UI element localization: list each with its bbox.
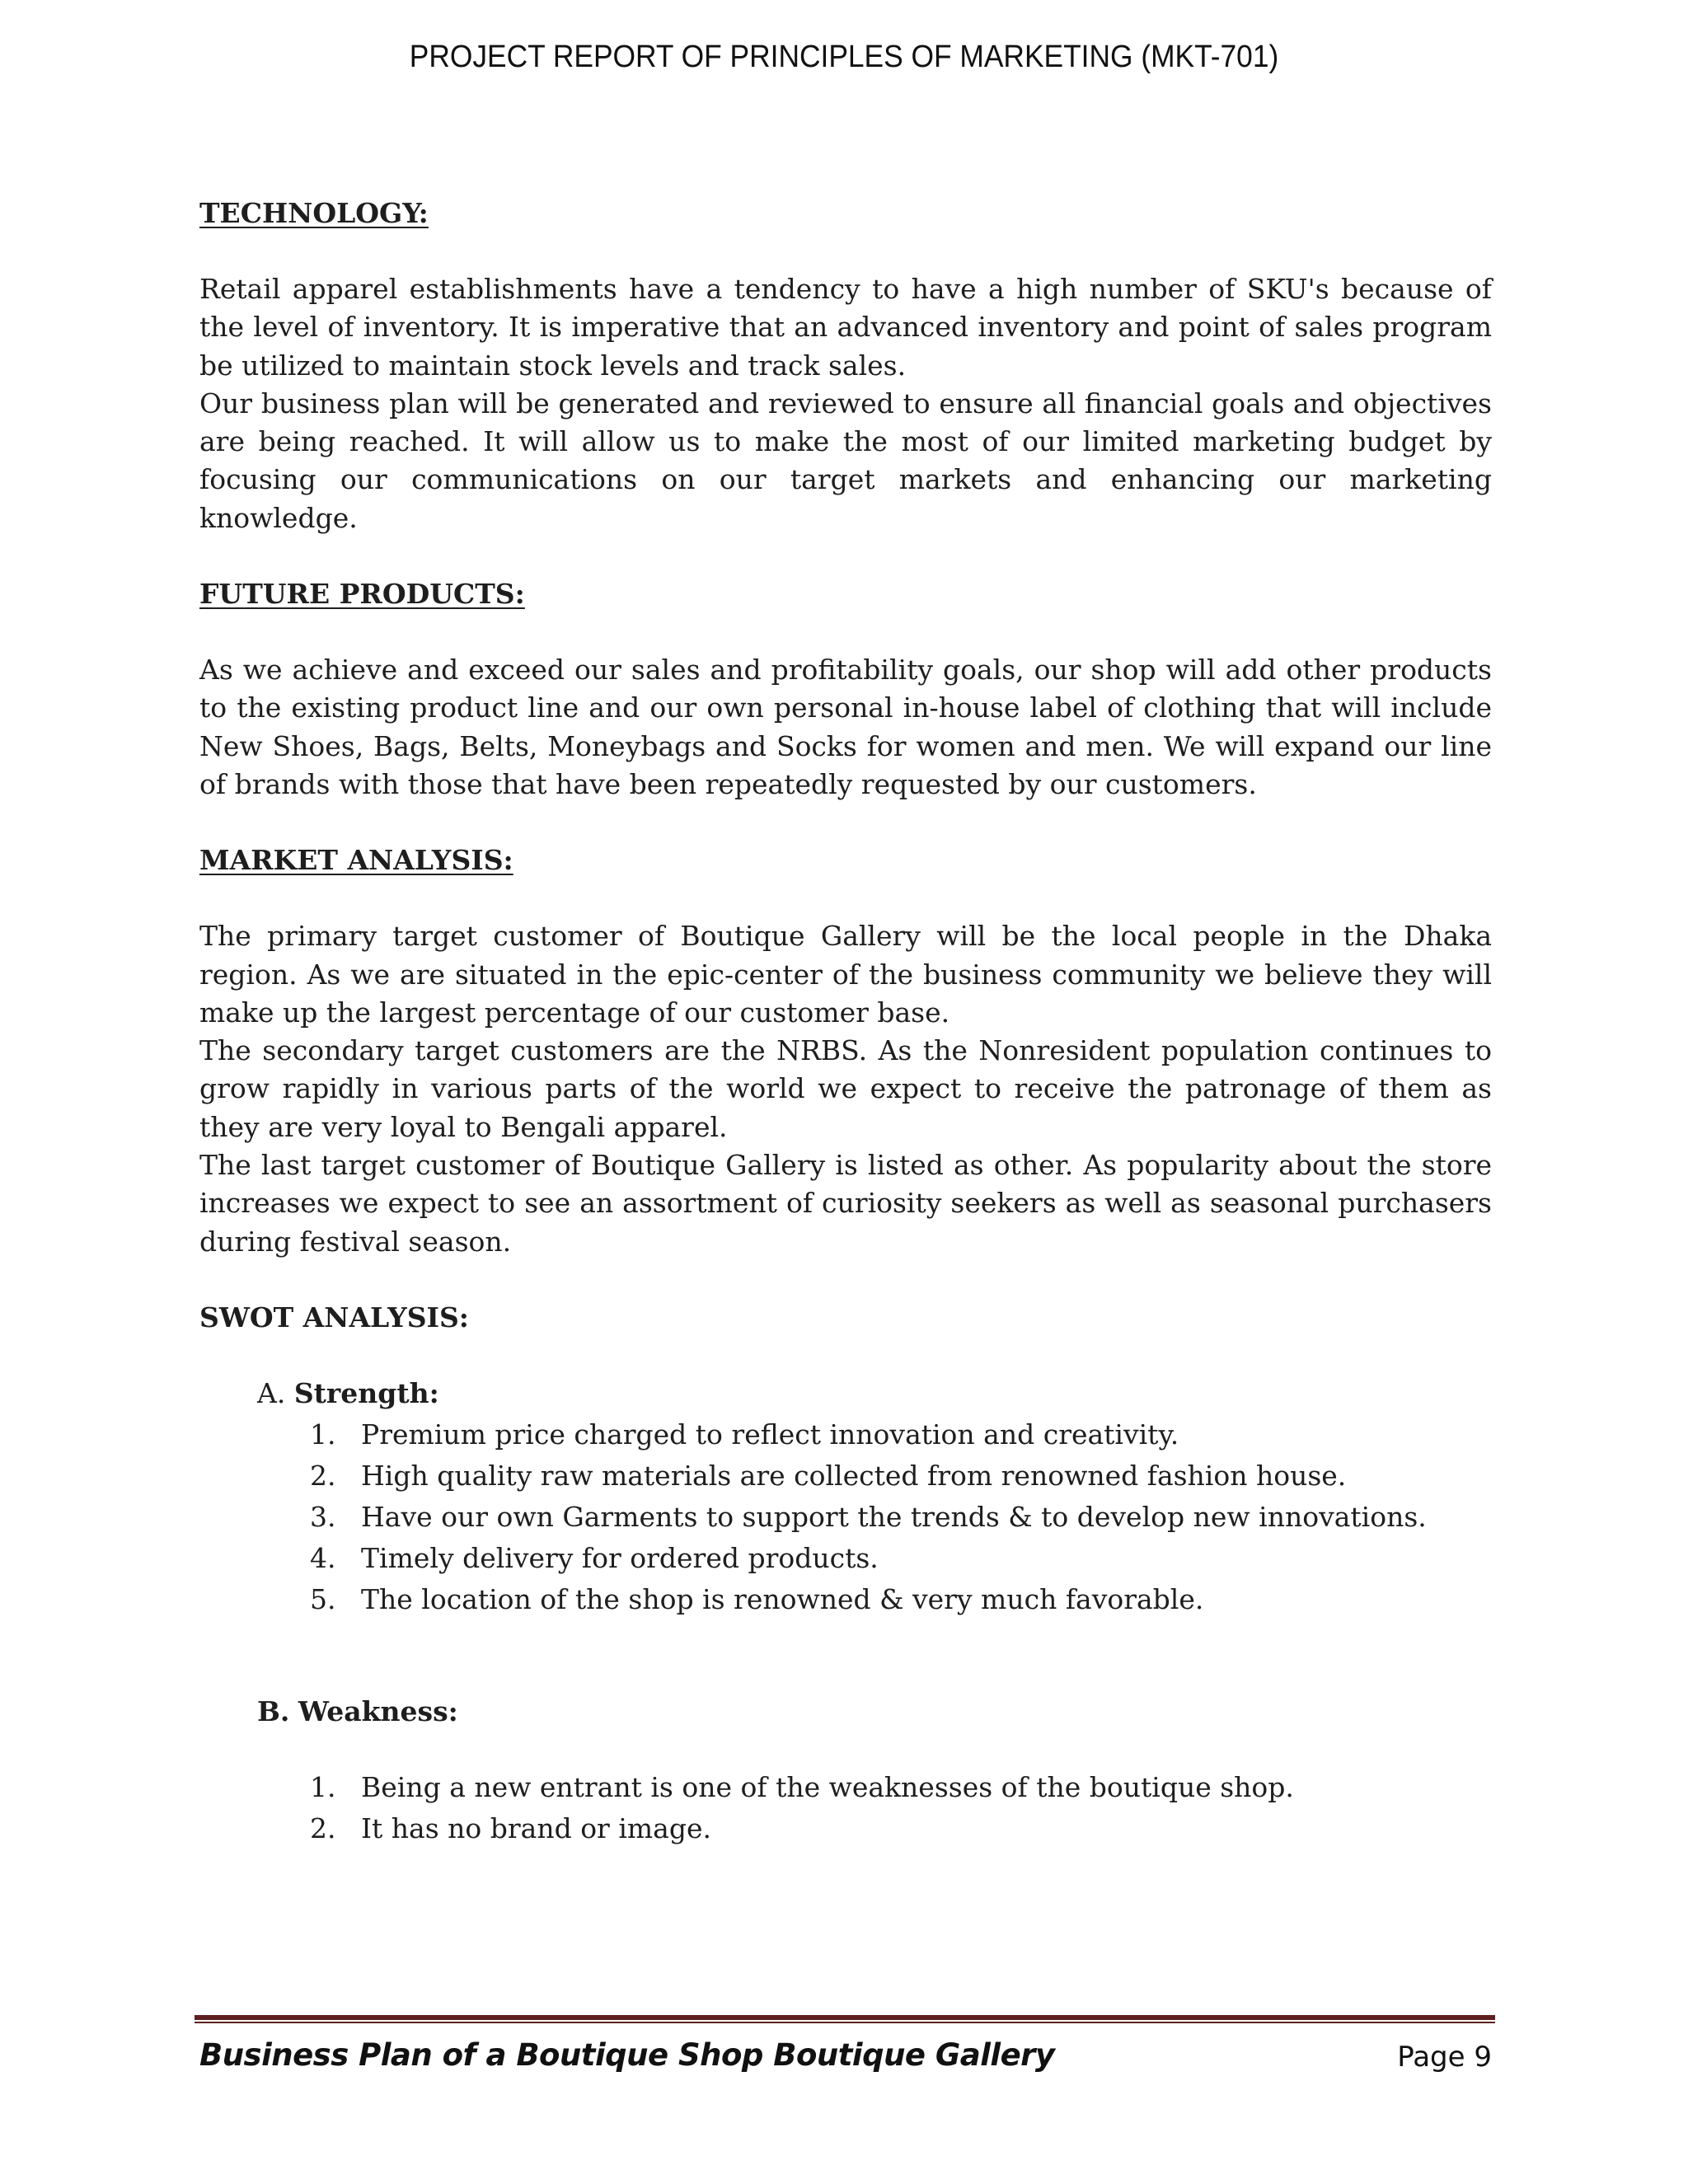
footer-title: Business Plan of a Boutique Shop Boutique Gallery xyxy=(199,2037,1055,2073)
technology-paragraph-2: Our business plan will be generated and reviewed to ensure all financial goals and objectives are being reached. It will allow us to make the most of our limited marketing budget by focusing our communications on our target markets and enhancing our marketing knowledge. xyxy=(199,387,1492,534)
list-item: 5. The location of the shop is renowned & very much favorable. xyxy=(310,1582,1204,1615)
list-item: 1. Being a new entrant is one of the weaknesses of the boutique shop. xyxy=(310,1770,1294,1803)
page-body xyxy=(199,194,1492,1849)
list-item: 2. High quality raw materials are collected from renowned fashion house. xyxy=(310,1459,1347,1492)
swot-strength-block xyxy=(199,1373,1492,1620)
list-item: 3. Have our own Garments to support the trends & to develop new innovations. xyxy=(310,1500,1427,1533)
section-heading-swot: SWOT ANALYSIS: xyxy=(199,1301,469,1333)
footer-divider xyxy=(195,2015,1495,2023)
section-heading-future-products: FUTURE PRODUCTS: xyxy=(199,578,525,611)
section-heading-market-analysis: MARKET ANALYSIS: xyxy=(199,844,513,877)
technology-paragraph-1: Retail apparel establishments have a tendency to have a high number of SKU's because of the level of inventory. It is imperative that an advanced inventory and point of sales program be utilized to maintain stock levels and track sales. xyxy=(199,273,1492,382)
section-heading-technology: TECHNOLOGY: xyxy=(199,197,429,229)
list-item: 4. Timely delivery for ordered products. xyxy=(310,1541,879,1574)
market-analysis-paragraph-2: The secondary target customers are the NRBS. As the Nonresident population continues to grow rapidly in various parts of the world we expect to receive the patronage of them as they are very loyal to Bengali apparel. xyxy=(199,1034,1492,1143)
future-products-paragraph: As we achieve and exceed our sales and profitability goals, our shop will add other products to the existing product line and our own personal in-house label of clothing that will include New Shoes, Bags, Belts, Moneybags and Socks for women and men. We will expand our line of brands with those that have been repeatedly requested by our customers. xyxy=(199,654,1492,800)
swot-weakness-block xyxy=(199,1691,1492,1849)
weakness-list xyxy=(199,1767,1492,1849)
list-item: 1. Premium price charged to reflect innovation and creativity. xyxy=(310,1418,1179,1451)
running-header: PROJECT REPORT OF PRINCIPLES OF MARKETING (MKT-701) xyxy=(409,40,1279,74)
list-item: 2. It has no brand or image. xyxy=(310,1811,711,1844)
swot-weakness-heading: B. Weakness: xyxy=(257,1694,458,1727)
strength-list xyxy=(199,1414,1492,1620)
page-number: Page 9 xyxy=(1397,2041,1492,2074)
market-analysis-paragraph-1: The primary target customer of Boutique Gallery will be the local people in the Dhaka region. As we are situated in the epic-center of the business community we believe they will make up the largest percentage of our customer base. xyxy=(199,920,1492,1029)
swot-strength-heading: A. Strength: xyxy=(257,1376,439,1409)
market-analysis-paragraph-3: The last target customer of Boutique Gallery is listed as other. As popularity about the store increases we expect to see an assortment of curiosity seekers as well as seasonal purchasers during festival season. xyxy=(199,1149,1492,1258)
